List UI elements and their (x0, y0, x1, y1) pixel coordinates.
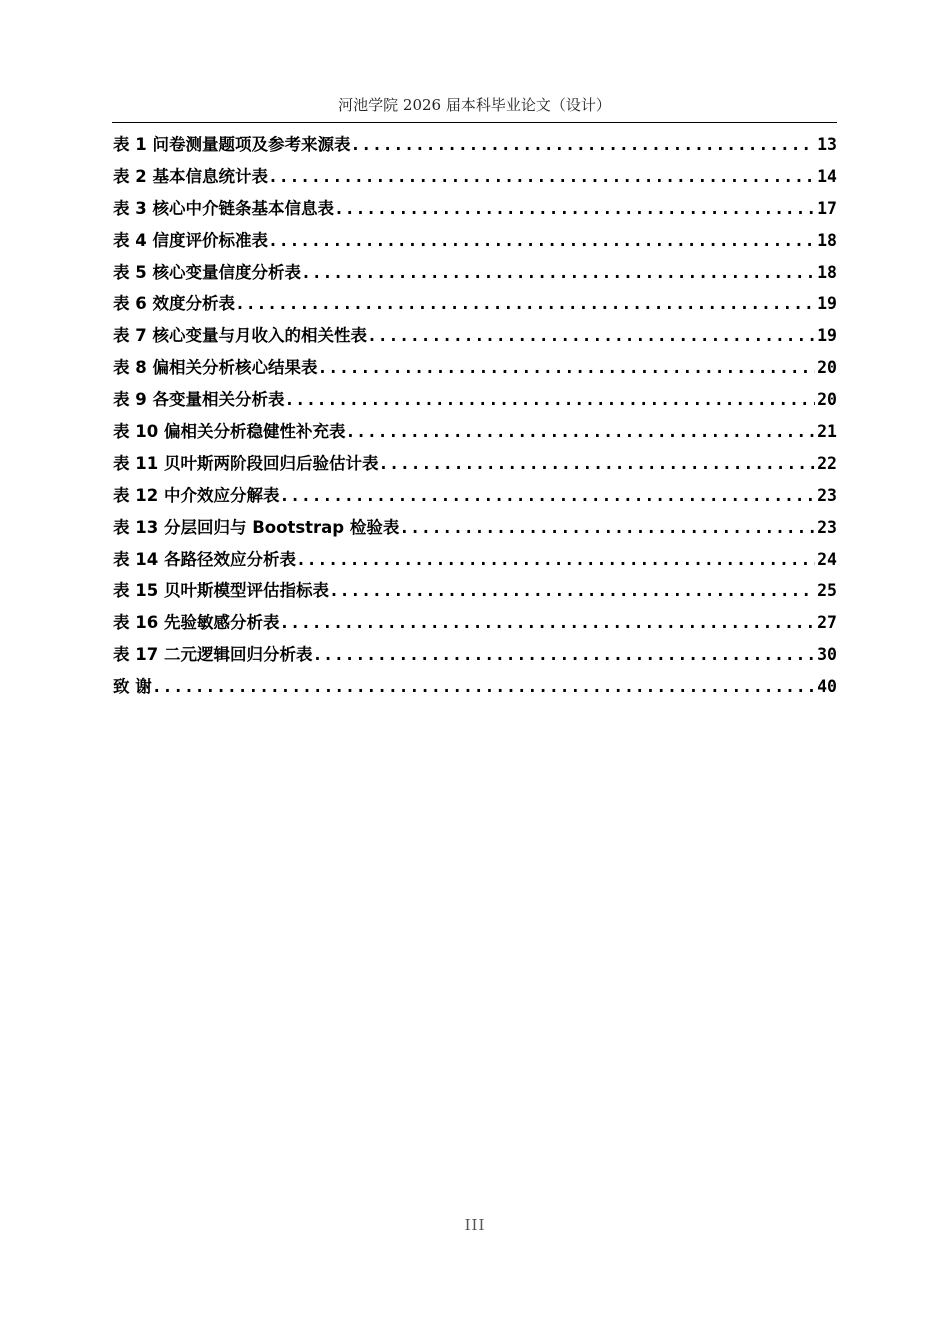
toc-leader-dots (317, 352, 815, 384)
toc-leader-dots (301, 257, 815, 289)
toc-entry-page: 40 (817, 677, 837, 697)
toc-leader-dots (367, 320, 815, 352)
toc-entry[interactable] (113, 320, 837, 352)
toc-leader-dots (329, 575, 815, 607)
page-header: 河池学院 2026 届本科毕业论文（设计） (338, 96, 611, 114)
toc-entry-label: 表 6 效度分析表 (113, 294, 235, 314)
header-rule (112, 122, 837, 123)
toc-entry[interactable] (113, 193, 837, 225)
toc-leader-dots (268, 225, 815, 257)
toc-entry-page: 23 (817, 517, 837, 537)
toc-entry-label: 表 9 各变量相关分析表 (113, 390, 285, 410)
toc-entry[interactable] (113, 161, 837, 193)
table-of-contents (113, 129, 837, 703)
toc-entry-label: 表 8 偏相关分析核心结果表 (113, 358, 318, 378)
toc-entry[interactable] (113, 352, 837, 384)
toc-entry-label: 表 1 问卷测量题项及参考来源表 (113, 135, 351, 154)
toc-entry[interactable] (113, 225, 837, 257)
toc-entry[interactable] (113, 607, 837, 639)
toc-entry[interactable] (113, 129, 837, 161)
toc-entry-page: 22 (817, 453, 837, 473)
toc-entry-acknowledgements[interactable] (113, 671, 837, 703)
toc-entry-page: 23 (817, 485, 837, 505)
toc-entry[interactable] (113, 257, 837, 289)
toc-entry-label: 表 13 分层回归与 Bootstrap 检验表 (113, 517, 400, 537)
toc-entry-label: 表 17 二元逻辑回归分析表 (113, 645, 313, 665)
toc-leader-dots (279, 480, 815, 512)
toc-leader-dots (235, 288, 815, 320)
toc-leader-dots (152, 671, 815, 703)
toc-leader-dots (296, 544, 815, 576)
toc-leader-dots (279, 607, 815, 639)
toc-entry[interactable] (113, 480, 837, 512)
toc-entry[interactable] (113, 575, 837, 607)
toc-leader-dots (345, 416, 815, 448)
toc-entry[interactable] (113, 639, 837, 671)
toc-leader-dots (284, 384, 815, 416)
toc-leader-dots (268, 161, 815, 193)
toc-leader-dots (399, 512, 815, 544)
toc-entry-label: 表 5 核心变量信度分析表 (113, 262, 301, 282)
toc-entry-label: 表 4 信度评价标准表 (113, 230, 268, 250)
toc-entry[interactable] (113, 544, 837, 576)
toc-entry-label: 表 7 核心变量与月收入的相关性表 (113, 326, 367, 346)
toc-entry-label: 表 2 基本信息统计表 (113, 166, 268, 186)
toc-entry[interactable] (113, 448, 837, 480)
toc-leader-dots (350, 129, 815, 161)
toc-entry-label: 表 12 中介效应分解表 (113, 485, 280, 505)
toc-entry[interactable] (113, 416, 837, 448)
toc-leader-dots (334, 193, 815, 225)
toc-leader-dots (378, 448, 815, 480)
toc-entry[interactable] (113, 384, 837, 416)
toc-entry-page: 17 (817, 198, 837, 218)
toc-leader-dots (312, 639, 815, 671)
toc-entry-label: 表 11 贝叶斯两阶段回归后验估计表 (113, 453, 379, 473)
toc-entry-page: 24 (817, 549, 837, 569)
toc-entry-label: 表 3 核心中介链条基本信息表 (113, 198, 334, 218)
toc-entry[interactable] (113, 288, 837, 320)
toc-entry-label: 致 谢 (113, 677, 152, 697)
toc-entry-page: 21 (817, 422, 837, 442)
toc-entry-label: 表 14 各路径效应分析表 (113, 549, 296, 569)
toc-entry-page: 13 (817, 135, 837, 154)
toc-entry-label: 表 16 先验敏感分析表 (113, 613, 280, 633)
toc-entry-label: 表 10 偏相关分析稳健性补充表 (113, 422, 346, 442)
toc-entry-page: 19 (817, 326, 837, 346)
toc-entry-page: 18 (817, 262, 837, 282)
toc-entry-page: 30 (817, 645, 837, 665)
toc-entry-page: 27 (817, 613, 837, 633)
toc-entry-page: 19 (817, 294, 837, 314)
toc-entry-page: 18 (817, 230, 837, 250)
toc-entry-page: 25 (817, 581, 837, 601)
toc-entry-page: 20 (817, 390, 837, 410)
toc-entry-page: 14 (817, 166, 837, 186)
toc-entry-label: 表 15 贝叶斯模型评估指标表 (113, 581, 329, 601)
page-number: III (464, 1216, 486, 1234)
toc-entry-page: 20 (817, 358, 837, 378)
toc-entry[interactable] (113, 512, 837, 544)
